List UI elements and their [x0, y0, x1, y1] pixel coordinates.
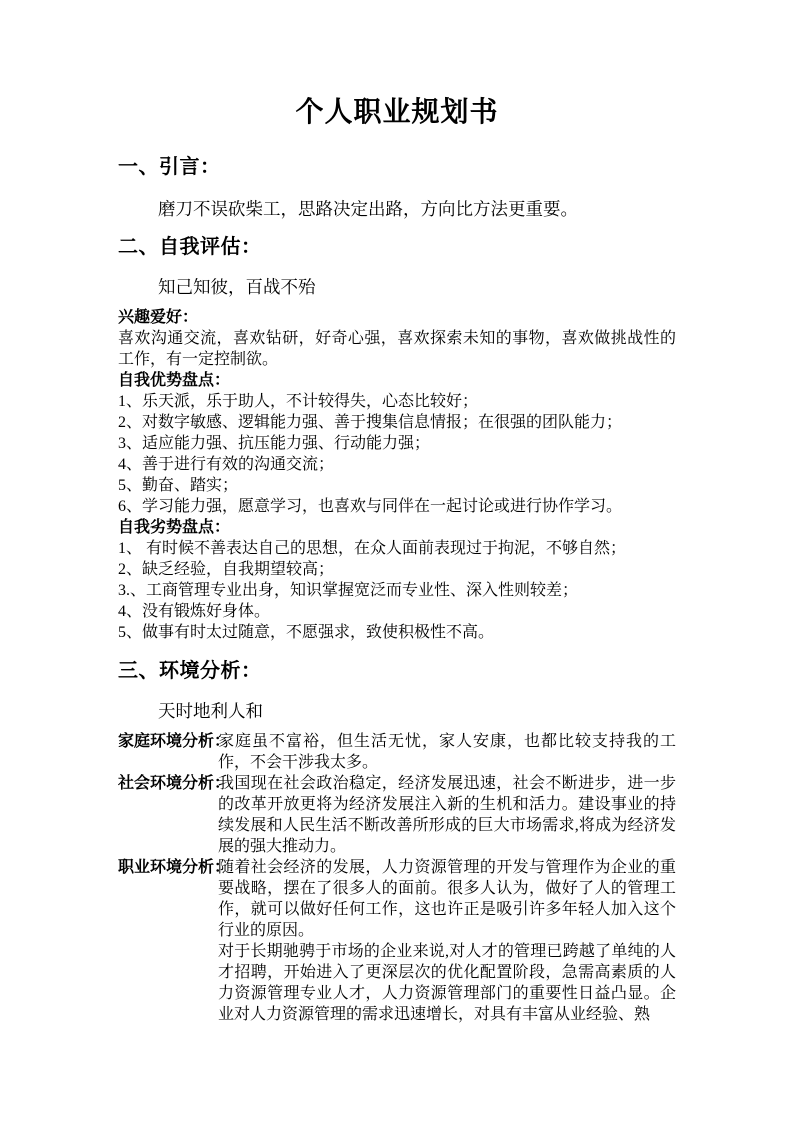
- environment-quote: 天时地利人和: [158, 701, 263, 721]
- strengths-label: 自我优势盘点：: [118, 372, 231, 389]
- weaknesses-item: 5、做事有时太过随意，不愿强求，致使积极性不高。: [118, 624, 495, 641]
- strengths-item: 1、乐天派，乐于助人，不计较得失，心态比较好；: [118, 393, 479, 410]
- career-environment-label: 职业环境分析：: [118, 859, 231, 876]
- environment-analysis-block: [118, 731, 676, 1025]
- career-environment-row: [118, 857, 676, 1025]
- intro-quote: 磨刀不误砍柴工，思路决定出路，方向比方法更重要。: [158, 199, 578, 219]
- interests-text: 喜欢沟通交流，喜欢钻研，好奇心强，喜欢探索未知的事物，喜欢做挑战性的工作，有一定控制欲。: [118, 330, 676, 368]
- strengths-item: 6、学习能力强，愿意学习，也喜欢与同伴在一起讨论或进行协作学习。: [118, 498, 623, 515]
- strengths-list: [118, 391, 676, 517]
- weaknesses-item: 2、缺乏经验，自我期望较高；: [118, 561, 335, 578]
- weaknesses-list: [118, 538, 676, 643]
- strengths-item: 3、适应能力强、抗压能力强、行动能力强；: [118, 435, 431, 452]
- weaknesses-item: 1、 有时候不善表达自己的思想，在众人面前表现过于拘泥，不够自然；: [118, 540, 627, 557]
- family-environment-label: 家庭环境分析：: [118, 733, 231, 750]
- strengths-item: 2、对数字敏感、逻辑能力强、善于搜集信息情报；在很强的团队能力；: [118, 414, 623, 431]
- section-heading-intro: 一、引言：: [118, 156, 221, 178]
- family-environment-text: 家庭虽不富裕，但生活无忧，家人安康，也都比较支持我的工作，不会干涉我太多。: [218, 733, 676, 771]
- weaknesses-item: 3.、工商管理专业出身，知识掌握宽泛而专业性、深入性则较差；: [118, 582, 579, 599]
- strengths-item: 5、勤奋、踏实；: [118, 477, 239, 494]
- weaknesses-label: 自我劣势盘点：: [118, 519, 231, 536]
- weaknesses-item: 4、没有锻炼好身体。: [118, 603, 271, 620]
- section-heading-self-assessment: 二、自我评估：: [118, 236, 262, 258]
- strengths-item: 4、善于进行有效的沟通交流；: [118, 456, 335, 473]
- section-heading-environment: 三、环境分析：: [118, 660, 262, 682]
- career-environment-paragraph: 随着社会经济的发展，人力资源管理的开发与管理作为企业的重要战略，摆在了很多人的面前。很多人认为，做好了人的管理工作，就可以做好任何工作，这也许正是吸引许多年轻人加入这个行业的原因。: [218, 859, 676, 939]
- document-title: 个人职业规划书: [295, 97, 499, 128]
- society-environment-row: [118, 773, 676, 857]
- family-environment-row: [118, 731, 676, 773]
- career-environment-paragraph: 对于长期驰骋于市场的企业来说,对人才的管理已跨越了单纯的人才招聘，开始进入了更深层次的优化配置阶段，急需高素质的人力资源管理专业人才，人力资源管理部门的重要性日益凸显。企业对人力资源管理的需求迅速增长，对具有丰富从业经验、熟: [218, 943, 676, 1023]
- society-environment-label: 社会环境分析：: [118, 775, 231, 792]
- interests-label: 兴趣爱好：: [118, 309, 199, 326]
- self-assessment-quote: 知己知彼，百战不殆: [158, 277, 316, 297]
- society-environment-text: 我国现在社会政治稳定，经济发展迅速，社会不断进步，进一步的改革开放更将为经济发展注入新的生机和活力。建设事业的持续发展和人民生活不断改善所形成的巨大市场需求,将成为经济发展的强大推动力。: [218, 775, 676, 855]
